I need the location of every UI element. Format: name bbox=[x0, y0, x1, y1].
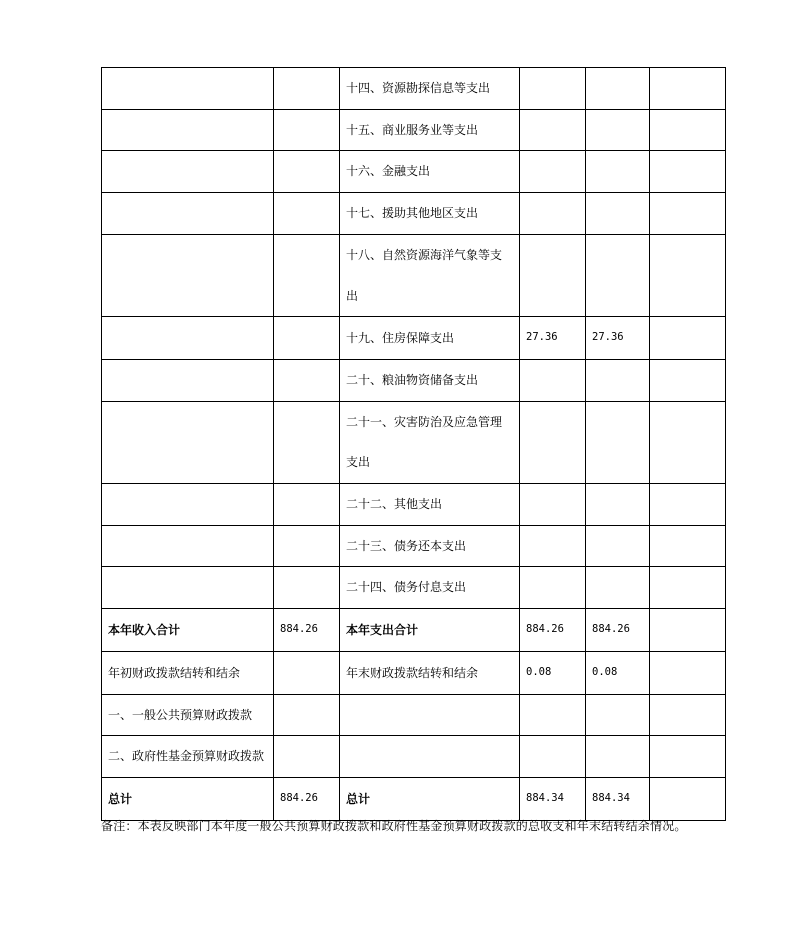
table-cell-c4 bbox=[520, 234, 586, 316]
table-row bbox=[102, 651, 726, 694]
table-cell-c6 bbox=[650, 736, 726, 778]
table-cell-c6 bbox=[650, 193, 726, 235]
table-cell-c1: 总计 bbox=[102, 777, 274, 820]
table-cell-c6 bbox=[650, 151, 726, 193]
table-cell-c3: 十七、援助其他地区支出 bbox=[340, 193, 520, 235]
table-row bbox=[102, 317, 726, 360]
table-cell-c1 bbox=[102, 193, 274, 235]
table-cell-c2 bbox=[274, 359, 340, 401]
table-cell-c4 bbox=[520, 109, 586, 151]
table-cell-c3: 十六、金融支出 bbox=[340, 151, 520, 193]
table-row bbox=[102, 694, 726, 736]
table-cell-c3 bbox=[340, 736, 520, 778]
table-row bbox=[102, 193, 726, 235]
table-cell-c6 bbox=[650, 68, 726, 110]
table-cell-c3: 本年支出合计 bbox=[340, 609, 520, 652]
table-cell-c1 bbox=[102, 359, 274, 401]
table-cell-c4 bbox=[520, 193, 586, 235]
table-cell-c6 bbox=[650, 567, 726, 609]
table-cell-c3: 二十、粮油物资储备支出 bbox=[340, 359, 520, 401]
table-cell-c4 bbox=[520, 401, 586, 483]
fiscal-budget-table bbox=[101, 67, 726, 821]
table-cell-c6 bbox=[650, 234, 726, 316]
table-cell-c1 bbox=[102, 567, 274, 609]
table-cell-c5 bbox=[586, 359, 650, 401]
table-cell-c2 bbox=[274, 484, 340, 526]
table-cell-c2: 884.26 bbox=[274, 609, 340, 652]
table-row bbox=[102, 359, 726, 401]
table-cell-c5 bbox=[586, 109, 650, 151]
table-cell-c5 bbox=[586, 484, 650, 526]
table-cell-c5 bbox=[586, 151, 650, 193]
table-cell-c3: 二十一、灾害防治及应急管理支出 bbox=[340, 401, 520, 483]
table-cell-c6 bbox=[650, 609, 726, 652]
table-cell-c6 bbox=[650, 109, 726, 151]
table-cell-c5 bbox=[586, 736, 650, 778]
table-cell-c5 bbox=[586, 567, 650, 609]
table-cell-c5: 0.08 bbox=[586, 651, 650, 694]
table-cell-c4 bbox=[520, 567, 586, 609]
table-cell-c4: 27.36 bbox=[520, 317, 586, 360]
table-cell-c1 bbox=[102, 151, 274, 193]
table-row bbox=[102, 609, 726, 652]
footnote: 备注：本表反映部门本年度一般公共预算财政拨款和政府性基金预算财政拨款的总收支和年末结转结余情况。 bbox=[101, 819, 687, 833]
table-cell-c5 bbox=[586, 234, 650, 316]
table-cell-c4 bbox=[520, 484, 586, 526]
table-cell-c3: 二十四、债务付息支出 bbox=[340, 567, 520, 609]
table-cell-c5: 27.36 bbox=[586, 317, 650, 360]
table-cell-c2 bbox=[274, 109, 340, 151]
table-cell-c1 bbox=[102, 68, 274, 110]
table-cell-c1 bbox=[102, 484, 274, 526]
table-cell-c2 bbox=[274, 68, 340, 110]
table-cell-c2 bbox=[274, 525, 340, 567]
table-cell-c3: 二十三、债务还本支出 bbox=[340, 525, 520, 567]
table-cell-c4: 884.34 bbox=[520, 777, 586, 820]
table-row bbox=[102, 68, 726, 110]
table-cell-c5 bbox=[586, 401, 650, 483]
table-cell-c2: 884.26 bbox=[274, 777, 340, 820]
table-cell-c2 bbox=[274, 651, 340, 694]
table-row bbox=[102, 151, 726, 193]
table-cell-c1 bbox=[102, 234, 274, 316]
table-cell-c2 bbox=[274, 694, 340, 736]
table-cell-c2 bbox=[274, 401, 340, 483]
table-cell-c1: 本年收入合计 bbox=[102, 609, 274, 652]
table-row bbox=[102, 484, 726, 526]
table-cell-c1 bbox=[102, 317, 274, 360]
table-cell-c3: 十八、自然资源海洋气象等支出 bbox=[340, 234, 520, 316]
table-row bbox=[102, 736, 726, 778]
table-cell-c5: 884.26 bbox=[586, 609, 650, 652]
table-cell-c5 bbox=[586, 694, 650, 736]
table-row bbox=[102, 109, 726, 151]
table-cell-c6 bbox=[650, 317, 726, 360]
table-cell-c6 bbox=[650, 694, 726, 736]
table-cell-c5 bbox=[586, 68, 650, 110]
table-cell-c6 bbox=[650, 484, 726, 526]
table-cell-c1: 年初财政拨款结转和结余 bbox=[102, 651, 274, 694]
table-cell-c1: 二、政府性基金预算财政拨款 bbox=[102, 736, 274, 778]
table-cell-c3: 十九、住房保障支出 bbox=[340, 317, 520, 360]
table-cell-c5 bbox=[586, 525, 650, 567]
table-cell-c6 bbox=[650, 359, 726, 401]
table-cell-c4 bbox=[520, 736, 586, 778]
table-cell-c3: 十五、商业服务业等支出 bbox=[340, 109, 520, 151]
table-cell-c3: 二十二、其他支出 bbox=[340, 484, 520, 526]
table-cell-c2 bbox=[274, 234, 340, 316]
table-cell-c5 bbox=[586, 193, 650, 235]
table-cell-c4 bbox=[520, 359, 586, 401]
table-cell-c3: 十四、资源勘探信息等支出 bbox=[340, 68, 520, 110]
table-cell-c1 bbox=[102, 109, 274, 151]
table-row bbox=[102, 401, 726, 483]
table-cell-c6 bbox=[650, 401, 726, 483]
table-cell-c2 bbox=[274, 151, 340, 193]
table-cell-c2 bbox=[274, 193, 340, 235]
table-cell-c2 bbox=[274, 567, 340, 609]
table-cell-c4 bbox=[520, 694, 586, 736]
table-cell-c3: 总计 bbox=[340, 777, 520, 820]
table-cell-c4 bbox=[520, 68, 586, 110]
table-row bbox=[102, 234, 726, 316]
table-cell-c1 bbox=[102, 525, 274, 567]
table-cell-c6 bbox=[650, 525, 726, 567]
table-cell-c1: 一、一般公共预算财政拨款 bbox=[102, 694, 274, 736]
table-cell-c6 bbox=[650, 651, 726, 694]
table-cell-c3 bbox=[340, 694, 520, 736]
table-cell-c2 bbox=[274, 736, 340, 778]
table-cell-c2 bbox=[274, 317, 340, 360]
table-cell-c3: 年末财政拨款结转和结余 bbox=[340, 651, 520, 694]
table-cell-c1 bbox=[102, 401, 274, 483]
table-cell-c4: 0.08 bbox=[520, 651, 586, 694]
table-cell-c4 bbox=[520, 525, 586, 567]
table-cell-c4 bbox=[520, 151, 586, 193]
table-row bbox=[102, 525, 726, 567]
table-body bbox=[102, 68, 726, 821]
table-row bbox=[102, 567, 726, 609]
table-cell-c5: 884.34 bbox=[586, 777, 650, 820]
table-cell-c4: 884.26 bbox=[520, 609, 586, 652]
